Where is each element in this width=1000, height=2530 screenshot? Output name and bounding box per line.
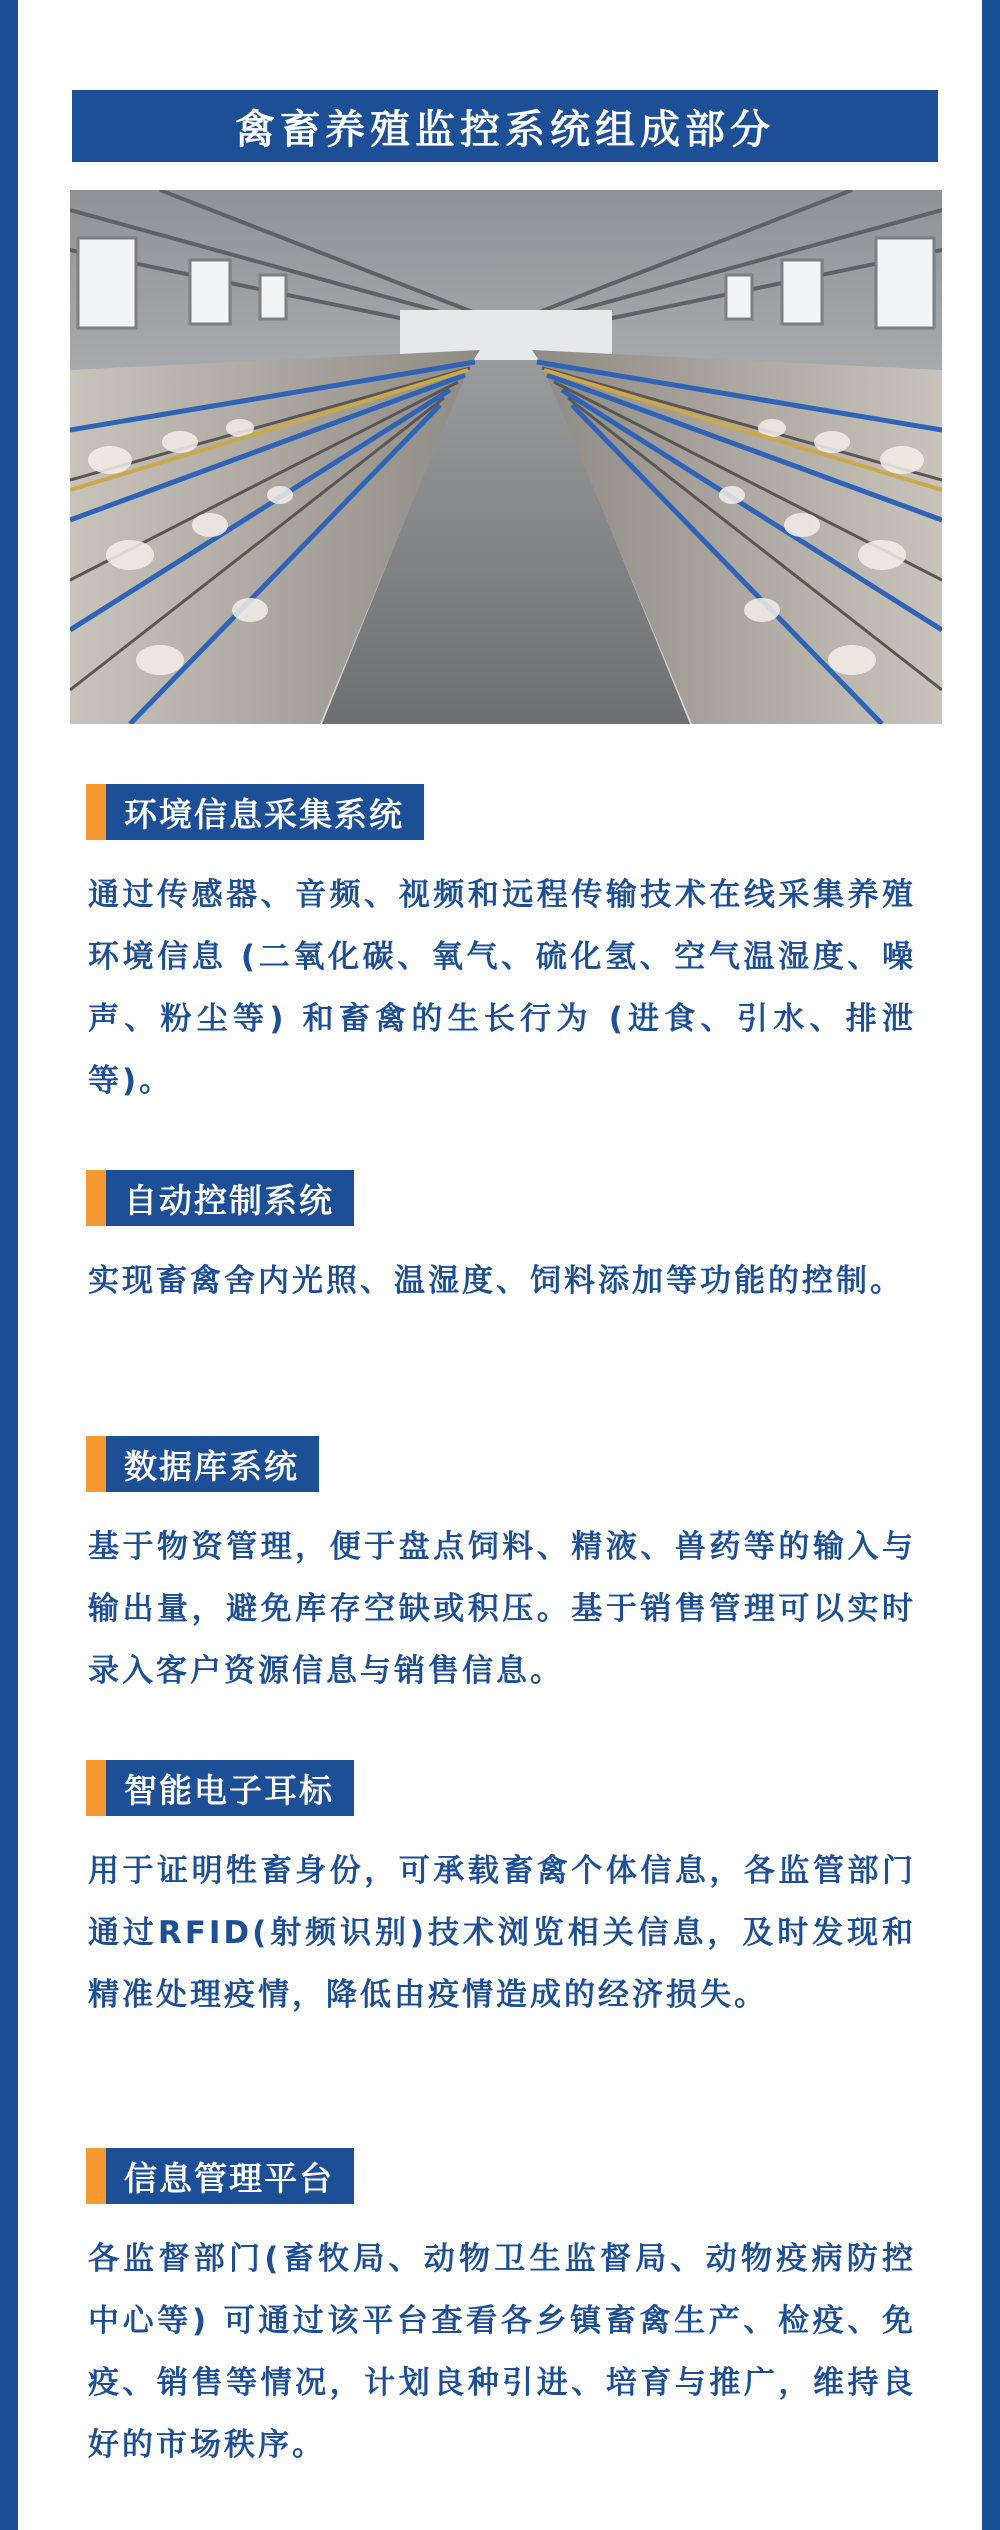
section-title: 智能电子耳标 (106, 1760, 354, 1816)
section-accent-bar (86, 2148, 106, 2204)
section-body: 各监督部门(畜牧局、动物卫生监督局、动物疫病防控中心等) 可通过该平台查看各乡镇畜禽生产、检疫、免疫、销售等情况，计划良种引进、培育与推广，维持良好的市场秩序。 (88, 2241, 916, 2463)
section-body: 用于证明牲畜身份，可承载畜禽个体信息，各监管部门通过RFID(射频识别)技术浏览相关信息，及时发现和精准处理疫情，降低由疫情造成的经济损失。 (88, 1853, 916, 2013)
section-auto-control (86, 1170, 916, 1312)
section-title: 数据库系统 (106, 1436, 319, 1492)
section-header (86, 1170, 916, 1226)
section-accent-bar (86, 1170, 106, 1226)
section-header (86, 1760, 916, 1816)
section-body: 通过传感器、音频、视频和远程传输技术在线采集养殖环境信息 (二氧化碳、氧气、硫化氢、空气温湿度、噪声、粉尘等) 和畜禽的生长行为 (进食、引水、排泄等)。 (88, 877, 916, 1099)
section-header (86, 1436, 916, 1492)
section-header (86, 2148, 916, 2204)
right-frame-border (982, 0, 1000, 2530)
section-title: 环境信息采集系统 (106, 784, 424, 840)
section-header (86, 784, 916, 840)
section-environment-collection (86, 784, 916, 1112)
poultry-house-illustration (70, 190, 942, 724)
section-body: 实现畜禽舍内光照、温湿度、饲料添加等功能的控制。 (88, 1263, 904, 1299)
section-accent-bar (86, 1760, 106, 1816)
section-info-management-platform (86, 2148, 916, 2476)
section-electronic-ear-tag (86, 1760, 916, 2026)
section-title: 信息管理平台 (106, 2148, 354, 2204)
section-accent-bar (86, 1436, 106, 1492)
section-database (86, 1436, 916, 1702)
section-accent-bar (86, 784, 106, 840)
poultry-house-photo (70, 190, 942, 724)
section-title: 自动控制系统 (106, 1170, 354, 1226)
left-frame-border (0, 0, 18, 2530)
page-title: 禽畜养殖监控系统组成部分 (72, 90, 938, 162)
section-body: 基于物资管理，便于盘点饲料、精液、兽药等的输入与输出量，避免库存空缺或积压。基于销售管理可以实时录入客户资源信息与销售信息。 (88, 1529, 916, 1689)
